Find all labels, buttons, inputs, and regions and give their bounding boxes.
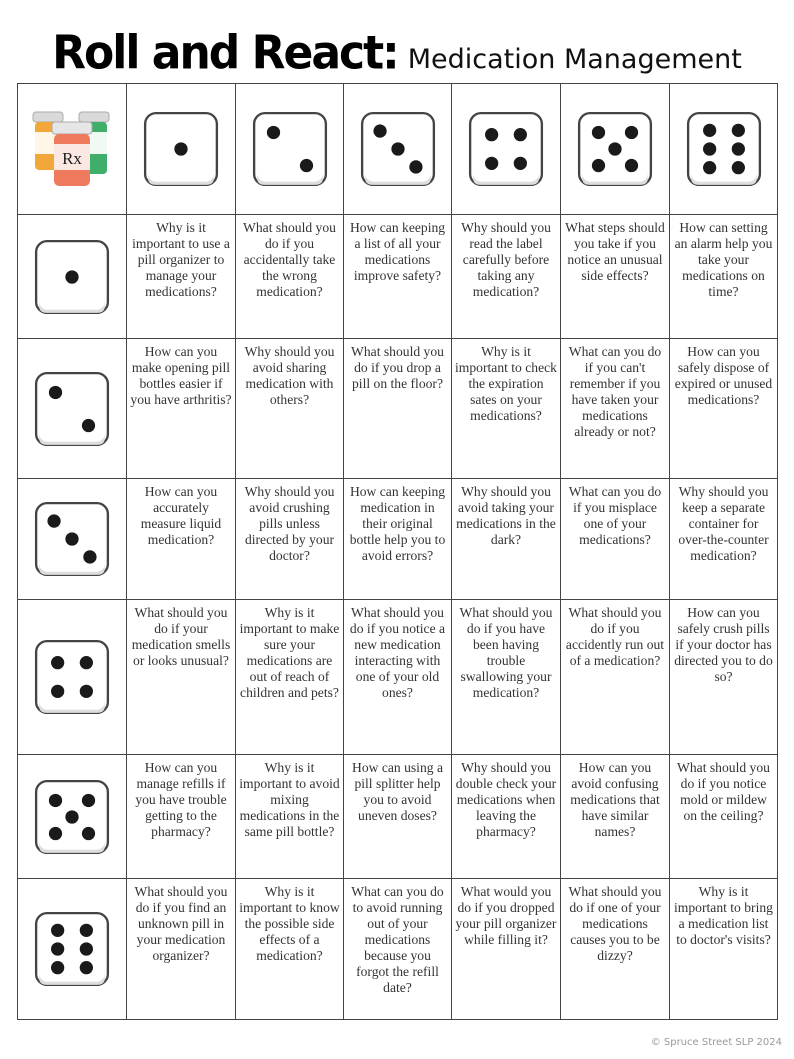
die-pip [731,142,744,155]
die-pip [51,685,64,698]
question-cell [127,600,236,755]
die-four-icon [467,110,545,188]
die-pip [514,128,527,141]
question-cell [236,479,344,600]
question-text: Why is it important to know the possible side effects of a medication? [239,884,340,963]
question-text: Why should you keep a separate container for over-the-counter medication? [678,484,769,563]
die-pip [83,550,96,563]
question-text: Why should you avoid crushing pills unless directed by your doctor? [244,484,335,563]
question-cell [344,755,452,879]
question-cell [670,479,778,600]
die-pip [625,159,638,172]
die-pip [731,124,744,137]
question-text: What should you do if you notice a new medication interacting with one of your old ones? [349,605,446,700]
question-text: Why is it important to bring a medication list to doctor's visits? [674,884,773,947]
row-die-cell [18,755,127,879]
die-face [36,373,108,445]
die-three-icon [33,500,111,578]
die-pip [82,826,95,839]
question-cell [670,879,778,1020]
die-pip [703,161,716,174]
question-cell [452,755,561,879]
question-text: How can you manage refills if you have trouble getting to the pharmacy? [135,760,227,839]
column-die-cell [561,84,670,215]
question-cell [236,879,344,1020]
die-one-icon [142,110,220,188]
die-five-icon [576,110,654,188]
question-text: What should you do if you have been having trouble swallowing your medication? [459,605,553,700]
die-pip [703,124,716,137]
row-die-cell [18,479,127,600]
column-die-cell [344,84,452,215]
die-pip [65,532,78,545]
die-face [470,113,542,185]
title-subtitle: Medication Management [407,44,742,75]
die-pip [80,685,93,698]
question-text: What should you do if you accidentally take the wrong medication? [243,220,336,299]
die-pip [80,942,93,955]
question-row [18,215,778,339]
die-pip [82,793,95,806]
die-pip [731,161,744,174]
question-cell [561,600,670,755]
question-text: What steps should you take if you notice an unusual side effects? [565,220,665,283]
die-pip [82,418,95,431]
question-cell [236,600,344,755]
question-cell [127,755,236,879]
row-die-cell [18,879,127,1020]
page-title [0,28,794,79]
question-cell [670,600,778,755]
die-pip [266,126,279,139]
die-pip [608,142,621,155]
question-cell [236,215,344,339]
question-text: How can keeping a list of all your medications improve safety? [349,220,446,283]
question-text: How can you make opening pill bottles easier if you have arthritis? [130,344,232,407]
row-die-cell [18,339,127,479]
die-pip [47,514,60,527]
question-cell [344,600,452,755]
bottle-left-cap [33,112,63,122]
question-text: Why is it important to use a pill organizer to manage your medications? [132,220,230,299]
question-text: How can you safely crush pills if your doctor has directed you to do so? [674,605,773,684]
die-three-icon [359,110,437,188]
question-cell [561,755,670,879]
die-five-icon [33,778,111,856]
die-pip [409,160,422,173]
column-die-cell [127,84,236,215]
question-text: What can you do if you misplace one of your medications? [568,484,662,547]
question-text: What can you do to avoid running out of your medications because you forgot the refill date? [351,884,444,995]
die-face [36,913,108,985]
die-pip [80,924,93,937]
question-cell [670,215,778,339]
die-six-icon [33,910,111,988]
question-text: Why should you double check your medications when leaving the pharmacy? [455,760,557,839]
die-pip [49,385,62,398]
die-pip [80,656,93,669]
question-cell [127,215,236,339]
question-cell [127,879,236,1020]
bottle-front-cap [52,122,92,134]
die-pip [51,924,64,937]
question-cell [452,339,561,479]
question-row [18,479,778,600]
die-pip [49,826,62,839]
question-cell [236,755,344,879]
question-cell [561,879,670,1020]
question-row [18,755,778,879]
die-pip [485,128,498,141]
question-cell [452,600,561,755]
die-pip [299,159,312,172]
question-text: Why should you read the label carefully before taking any medication? [461,220,551,299]
die-pip [65,270,78,283]
question-cell [452,215,561,339]
question-text: How can you accurately measure liquid medication? [140,484,222,547]
copyright-footer: © Spruce Street SLP 2024 [650,1037,782,1048]
die-pip [514,157,527,170]
question-text: What should you do if you accidently run out of a medication? [565,605,665,668]
roll-react-grid [17,83,778,1020]
column-die-cell [670,84,778,215]
question-text: What should you do if you drop a pill on the floor? [351,344,444,391]
question-cell [236,339,344,479]
column-die-cell [236,84,344,215]
die-pip [592,159,605,172]
bottle-right-cap [79,112,109,122]
question-cell [670,339,778,479]
die-one-icon [33,238,111,316]
title-bold: Roll and React: [52,26,398,81]
question-cell [561,215,670,339]
question-text: Why is it important to check the expiration sates on your medications? [455,344,557,423]
die-six-icon [685,110,763,188]
die-pip [485,157,498,170]
die-pip [625,126,638,139]
question-cell [127,339,236,479]
question-row [18,879,778,1020]
die-two-icon [251,110,329,188]
question-cell [561,339,670,479]
die-pip [80,961,93,974]
question-cell [344,339,452,479]
die-two-icon [33,370,111,448]
question-cell [127,479,236,600]
question-cell [344,215,452,339]
die-pip [51,961,64,974]
die-pip [592,126,605,139]
question-cell [344,879,452,1020]
question-text: How can setting an alarm help you take your medications on time? [674,220,773,299]
column-die-cell [452,84,561,215]
question-row [18,600,778,755]
dice-header-row [18,84,778,215]
question-cell [561,479,670,600]
question-row [18,339,778,479]
die-pip [65,810,78,823]
question-text: How can using a pill splitter help you to avoid uneven doses? [352,760,443,823]
die-pip [703,142,716,155]
die-pip [49,793,62,806]
die-pip [174,142,187,155]
die-pip [391,142,404,155]
die-four-icon [33,638,111,716]
question-text: What should you do if your medication smells or looks unusual? [131,605,231,668]
question-cell [452,879,561,1020]
question-text: How can you avoid confusing medications that have similar names? [570,760,660,839]
question-text: What would you do if you dropped your pill organizer while filling it? [455,884,557,947]
corner-image-cell [18,84,127,215]
rx-label: Rx [62,148,82,168]
row-die-cell [18,215,127,339]
die-face [688,113,760,185]
die-face [36,641,108,713]
medication-bottles-icon [27,102,117,192]
question-text: What can you do if you can't remember if you have taken your medications already or not? [568,344,662,439]
question-text: How can you safely dispose of expired or unused medications? [674,344,773,407]
die-face [254,113,326,185]
question-cell [670,755,778,879]
question-text: Why should you avoid taking your medications in the dark? [456,484,556,547]
question-text: How can keeping medication in their original bottle help you to avoid errors? [349,484,446,563]
question-text: Why is it important to avoid mixing medications in the same pill bottle? [239,760,340,839]
row-die-cell [18,600,127,755]
question-cell [344,479,452,600]
die-pip [373,124,386,137]
question-text: What should you do if one of your medications causes you to be dizzy? [568,884,662,963]
question-text: Why is it important to make sure your medications are out of reach of children and pets? [239,605,340,700]
die-pip [51,656,64,669]
question-cell [452,479,561,600]
question-text: Why should you avoid sharing medication with others? [244,344,335,407]
die-pip [51,942,64,955]
question-text: What should you do if you notice mold or mildew on the ceiling? [677,760,770,823]
question-text: What should you do if you find an unknown pill in your medication organizer? [134,884,228,963]
